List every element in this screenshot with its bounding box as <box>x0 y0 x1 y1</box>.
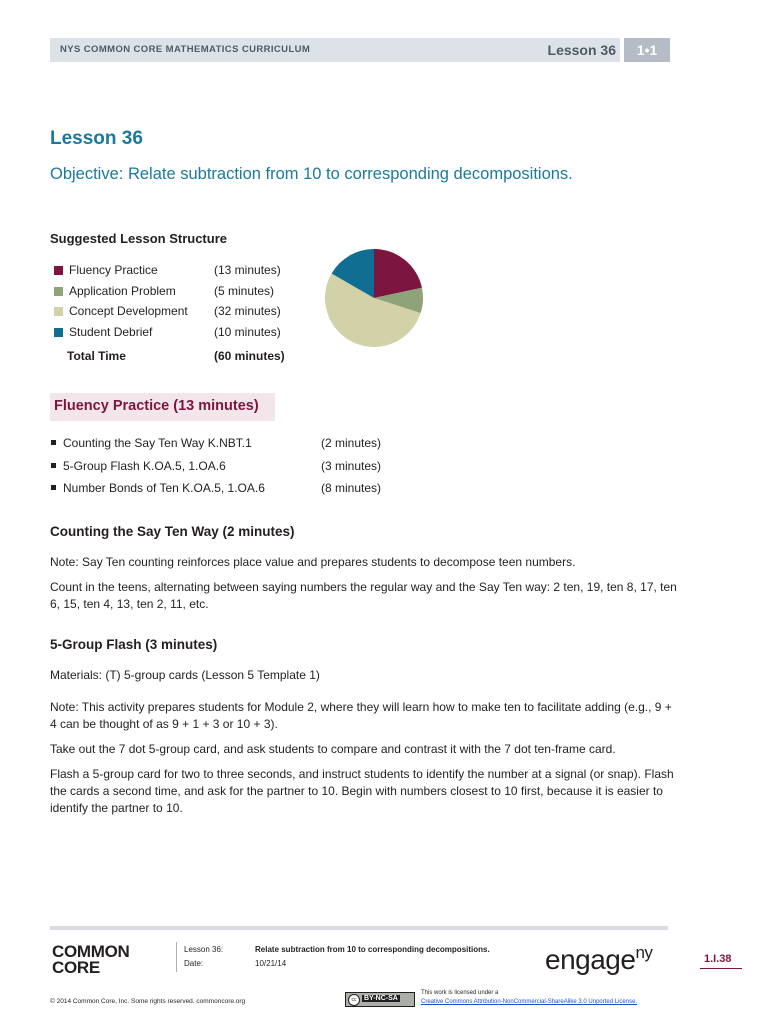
section-heading-5-group: 5-Group Flash (3 minutes) <box>50 637 218 652</box>
legend-label: Application Problem <box>69 283 176 298</box>
legend-label: Fluency Practice <box>69 263 158 277</box>
5-group-paragraph-1: Take out the 7 dot 5-group card, and ask students to compare and contrast it with the 7 dot ten-frame card. <box>50 742 616 756</box>
license-link[interactable]: Creative Commons Attribution-NonCommercial-ShareAlike 3.0 Unported License. <box>421 999 638 1005</box>
5-group-paragraph-2: Flash a 5-group card for two to three seconds, and instruct students to identify the number at a signal (or snap). Flash the cards a second time, and ask for the partner to 10. Begin with numbers closest to 10 first, because it is easier to identify the partner to 10. <box>50 767 674 815</box>
page-number-underline <box>700 968 742 969</box>
footer-vertical-divider <box>176 942 177 972</box>
ny-text: ny <box>635 943 653 962</box>
legend-swatch <box>54 266 63 275</box>
total-time: (60 minutes) <box>214 349 285 363</box>
fluency-section-header <box>50 393 275 421</box>
say-ten-body: Count in the teens, alternating between saying numbers the regular way and the Say Ten way: 2 ten, 19, ten 8, 17, ten 6, 15, ten 4, 13, ten 2, 11, etc. <box>50 580 677 611</box>
section-heading-say-ten: Counting the Say Ten Way (2 minutes) <box>50 524 295 539</box>
engage-text: engage <box>545 944 636 975</box>
engageny-logo <box>545 944 652 976</box>
5-group-note: Note: This activity prepares students for Module 2, where they will learn how to make ten to facilitate adding (e.g., 9 + 4 can be thought of as 9 + 1 + 3 or 10 + 3). <box>50 700 672 731</box>
footer-lesson-label: Lesson 36: <box>184 945 224 954</box>
curriculum-title: NYS COMMON CORE MATHEMATICS CURRICULUM <box>60 44 311 55</box>
legend-time: (10 minutes) <box>214 324 281 339</box>
common-core-logo <box>52 944 130 976</box>
bullet-icon <box>51 485 56 490</box>
page-number: 1.I.38 <box>704 953 732 965</box>
copyright-text: © 2014 Common Core, Inc. Some rights reserved. commoncore.org <box>50 998 246 1005</box>
activity-time: (2 minutes) <box>321 436 382 450</box>
bullet-icon <box>51 440 56 445</box>
footer-lesson-title: Relate subtraction from 10 to corresponding decompositions. <box>255 945 490 954</box>
module-tag: 1•1 <box>624 38 670 62</box>
logo-line-1: COMMON <box>52 942 130 961</box>
activity-label: Number Bonds of Ten K.OA.5, 1.OA.6 <box>63 481 265 495</box>
legend-swatch <box>54 287 63 296</box>
banner-lesson: Lesson 36 <box>547 42 616 58</box>
header-banner <box>50 38 670 62</box>
lesson-title: Lesson 36 <box>50 128 143 149</box>
activity-label: 5-Group Flash K.OA.5, 1.OA.6 <box>63 458 226 473</box>
footer-date-value: 10/21/14 <box>255 959 287 968</box>
structure-heading: Suggested Lesson Structure <box>50 231 227 246</box>
cc-badge-text: BY-NC-SA <box>364 995 398 1002</box>
activity-label: Counting the Say Ten Way K.NBT.1 <box>63 436 252 450</box>
activity-time: (3 minutes) <box>321 458 382 473</box>
legend-time: (5 minutes) <box>214 283 275 298</box>
total-label: Total Time <box>67 349 126 363</box>
license-intro: This work is licensed under a <box>421 990 499 996</box>
fluency-title: Fluency Practice (13 minutes) <box>54 398 259 414</box>
legend-label: Concept Development <box>69 304 188 318</box>
legend-time: (32 minutes) <box>214 304 281 318</box>
lesson-structure-pie-chart <box>322 246 426 350</box>
materials-text: Materials: (T) 5-group cards (Lesson 5 Template 1) <box>50 668 320 682</box>
legend-swatch <box>54 328 63 337</box>
cc-license-badge[interactable] <box>345 992 415 1007</box>
say-ten-note: Note: Say Ten counting reinforces place value and prepares students to decompose teen numbers. <box>50 555 576 569</box>
legend-swatch <box>54 307 63 316</box>
activity-time: (8 minutes) <box>321 481 382 495</box>
legend-label: Student Debrief <box>69 324 153 339</box>
creative-commons-icon: cc <box>348 994 360 1006</box>
footer-divider <box>50 926 668 930</box>
lesson-objective: Objective: Relate subtraction from 10 to corresponding decompositions. <box>50 165 573 183</box>
logo-line-2: CORE <box>52 958 100 977</box>
bullet-icon <box>51 463 56 468</box>
legend-time: (13 minutes) <box>214 263 281 277</box>
footer-date-label: Date: <box>184 959 204 968</box>
